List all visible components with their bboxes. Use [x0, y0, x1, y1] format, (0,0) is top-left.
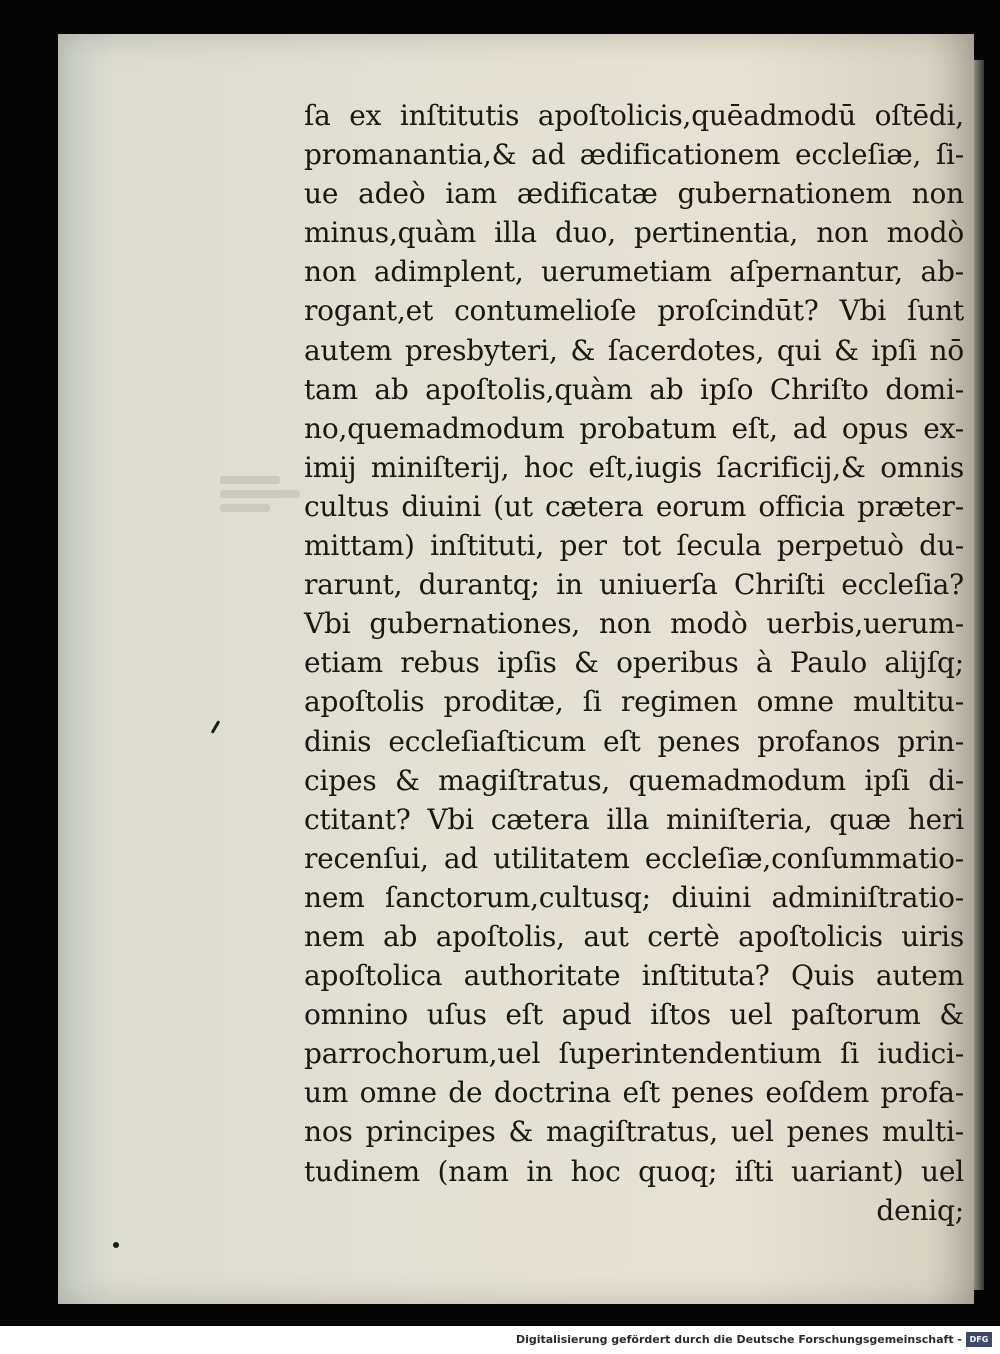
text-line: dinis eccleſiaſticum eſt penes profanos prin- [304, 724, 964, 758]
text-line: parrochorum,uel ſuperintendentium ſi iudici- [304, 1037, 964, 1071]
text-line: non adimplent, uerumetiam aſpernantur, ab- [304, 255, 964, 289]
text-line: mittam) inſtituti, per tot ſecula perpetuò du- [304, 529, 964, 563]
page-edge [974, 60, 984, 1290]
text-line: nem ſanctorum,cultusq; diuini adminiſtratio- [304, 880, 964, 914]
footer-bar [0, 1326, 1000, 1354]
text-line: minus,quàm illa duo, pertinentia, non modò [304, 216, 964, 250]
text-line: apoſtolis proditæ, ſi regimen omne multitu- [304, 685, 964, 719]
text-line: nos principes & magiſtratus, uel penes multi- [304, 1115, 964, 1149]
bleed-through-marginalia [220, 470, 310, 540]
text-line: ue adeò iam ædificatæ gubernationem non [304, 177, 964, 211]
text-line: rarunt, durantq; in uniuerſa Chriſti eccleſia? [304, 568, 964, 602]
text-line: promanantia,& ad ædificationem eccleſiæ, ſi- [304, 138, 964, 172]
text-line: tudinem (nam in hoc quoq; iſti uariant) uel [304, 1154, 964, 1188]
text-line: cipes & magiſtratus, quemadmodum ipſi di- [304, 763, 964, 797]
funding-credit: Digitalisierung gefördert durch die Deutsche Forschungsgemeinschaft - [515, 1333, 962, 1346]
text-line: omnino uſus eſt apud iſtos uel paſtorum & [304, 998, 964, 1032]
text-line: um omne de doctrina eſt penes eoſdem profa- [304, 1076, 964, 1110]
text-line: autem presbyteri, & ſacerdotes, qui & ipſi nō [304, 333, 964, 367]
text-line: Vbi gubernationes, non modò uerbis,uerum- [304, 607, 964, 641]
text-line: nem ab apoſtolis, aut certè apoſtolicis uiris [304, 919, 964, 953]
text-line: imij miniſterij, hoc eſt,iugis ſacrificij,& omnis [304, 450, 964, 484]
text-line: ſa ex inſtitutis apoſtolicis,quēadmodū oſtēdi, [304, 99, 964, 132]
text-line: etiam rebus ipſis & operibus à Paulo alijſq; [304, 646, 964, 680]
catchword: deniq; [876, 1193, 964, 1227]
page-text [304, 96, 964, 1230]
text-line: cultus diuini (ut cætera eorum officia præter- [304, 489, 964, 523]
text-line: apoſtolica authoritate inſtituta? Quis autem [304, 959, 964, 993]
text-line: recenſui, ad utilitatem eccleſiæ,conſummatio- [304, 841, 964, 875]
text-line: tam ab apoſtolis,quàm ab ipſo Chriſto domi- [304, 372, 964, 406]
text-line: rogant,et contumelioſe proſcindūt? Vbi ſunt [304, 294, 964, 328]
text-line: no,quemadmodum probatum eſt, ad opus ex- [304, 411, 964, 445]
ink-speck [113, 1242, 119, 1248]
text-line: ctitant? Vbi cætera illa miniſteria, quæ heri [304, 802, 964, 836]
dfg-logo: DFG [966, 1332, 992, 1347]
